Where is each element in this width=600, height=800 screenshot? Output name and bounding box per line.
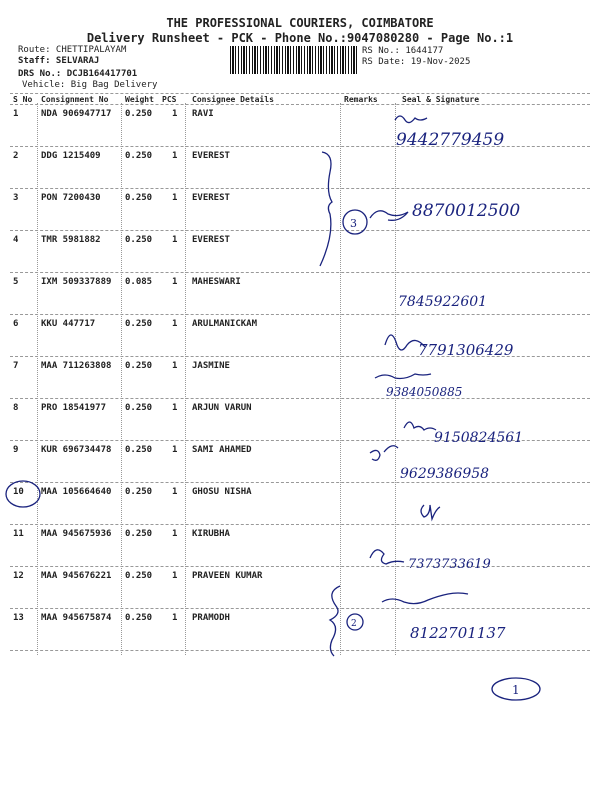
company-title: THE PROFESSIONAL COURIERS, COIMBATORE bbox=[166, 16, 434, 30]
row-weight: 0.250 bbox=[125, 445, 153, 455]
row-consignee: ARJUN VARUN bbox=[192, 403, 252, 413]
row-consignee: ARULMANICKAM bbox=[192, 319, 258, 329]
signature-scribble bbox=[382, 593, 468, 604]
handwritten-phone: 8122701137 bbox=[410, 624, 506, 642]
col-pcs: PCS bbox=[162, 95, 177, 104]
handwritten-phone: 9384050885 bbox=[386, 385, 463, 399]
row-consignee: KIRUBHA bbox=[192, 529, 230, 539]
row-pcs: 1 bbox=[172, 361, 178, 371]
row-consignment-no: KUR 696734478 bbox=[41, 445, 112, 455]
row-consignment-no: MAA 945675874 bbox=[41, 613, 112, 623]
col-remarks: Remarks bbox=[344, 95, 378, 104]
row-consignment-no: TMR 5981882 bbox=[41, 235, 101, 245]
row-pcs: 1 bbox=[172, 151, 178, 161]
row-consignment-no: MAA 711263808 bbox=[41, 361, 112, 371]
row-sno: 11 bbox=[13, 529, 24, 539]
row-sno: 6 bbox=[13, 319, 19, 329]
row-pcs: 1 bbox=[172, 109, 178, 119]
rs-number: RS No.: 1644177 bbox=[362, 46, 444, 56]
row-sno: 2 bbox=[13, 151, 19, 161]
signature-scribble bbox=[370, 211, 408, 221]
signature-scribble bbox=[404, 422, 436, 430]
bracket-mark bbox=[330, 586, 340, 656]
row-pcs: 1 bbox=[172, 571, 178, 581]
signature-scribble bbox=[395, 116, 427, 123]
signature-scribble bbox=[370, 550, 404, 564]
row-consignee: GHOSU NISHA bbox=[192, 487, 252, 497]
row-consignee: MAHESWARI bbox=[192, 277, 241, 287]
row-pcs: 1 bbox=[172, 445, 178, 455]
handwritten-count: 3 bbox=[350, 217, 357, 230]
col-seal: Seal & Signature bbox=[402, 95, 480, 104]
row-consignee: EVEREST bbox=[192, 193, 230, 203]
row-pcs: 1 bbox=[172, 235, 178, 245]
row-weight: 0.250 bbox=[125, 571, 153, 581]
row-weight: 0.085 bbox=[125, 277, 153, 287]
row-sno: 7 bbox=[13, 361, 19, 371]
row-sno: 9 bbox=[13, 445, 19, 455]
staff-label: Staff: SELVARAJ bbox=[18, 56, 100, 66]
col-consignee: Consignee Details bbox=[192, 95, 274, 104]
row-sno: 13 bbox=[13, 613, 24, 623]
drs-label: DRS No.: DCJB164417701 bbox=[18, 69, 138, 79]
row-consignment-no: DDG 1215409 bbox=[41, 151, 101, 161]
row-consignment-no: IXM 509337889 bbox=[41, 277, 112, 287]
handwritten-phone: 9629386958 bbox=[400, 466, 490, 482]
row-sno: 12 bbox=[13, 571, 24, 581]
row-sno: 10 bbox=[13, 487, 24, 497]
handwritten-phone: 7373733619 bbox=[408, 557, 491, 572]
row-weight: 0.250 bbox=[125, 361, 153, 371]
row-weight: 0.250 bbox=[125, 235, 153, 245]
row-consignment-no: MAA 105664640 bbox=[41, 487, 112, 497]
handwritten-phone: 7791306429 bbox=[418, 341, 514, 359]
row-consignee: JASMINE bbox=[192, 361, 230, 371]
bracket-mark bbox=[320, 152, 332, 266]
handwritten-page-number: 1 bbox=[512, 683, 520, 697]
col-consignment: Consignment No bbox=[41, 95, 109, 104]
row-consignment-no: KKU 447717 bbox=[41, 319, 96, 329]
row-weight: 0.250 bbox=[125, 109, 153, 119]
signature-scribble bbox=[370, 446, 398, 461]
row-sno: 1 bbox=[13, 109, 19, 119]
row-sno: 8 bbox=[13, 403, 19, 413]
circle-mark bbox=[6, 481, 40, 507]
handwritten-count: 2 bbox=[351, 619, 357, 629]
row-consignment-no: MAA 945675936 bbox=[41, 529, 112, 539]
row-pcs: 1 bbox=[172, 403, 178, 413]
signature-scribble bbox=[421, 505, 440, 519]
row-pcs: 1 bbox=[172, 487, 178, 497]
row-weight: 0.250 bbox=[125, 403, 153, 413]
row-pcs: 1 bbox=[172, 319, 178, 329]
row-pcs: 1 bbox=[172, 277, 178, 287]
row-consignee: SAMI AHAMED bbox=[192, 445, 252, 455]
row-consignee: RAVI bbox=[192, 109, 214, 119]
row-pcs: 1 bbox=[172, 529, 178, 539]
row-consignment-no: PRO 18541977 bbox=[41, 403, 107, 413]
row-weight: 0.250 bbox=[125, 487, 153, 497]
row-consignee: EVEREST bbox=[192, 235, 230, 245]
vehicle-label: Vehicle: Big Bag Delivery bbox=[22, 80, 158, 90]
row-weight: 0.250 bbox=[125, 193, 153, 203]
rs-date: RS Date: 19-Nov-2025 bbox=[362, 57, 471, 67]
row-weight: 0.250 bbox=[125, 151, 153, 161]
row-consignment-no: MAA 945676221 bbox=[41, 571, 112, 581]
row-consignee: PRAVEEN KUMAR bbox=[192, 571, 263, 581]
col-sno: S No bbox=[13, 95, 33, 104]
handwritten-phone: 9150824561 bbox=[434, 430, 524, 446]
handwritten-phone: 7845922601 bbox=[398, 294, 488, 310]
signature-scribble bbox=[375, 374, 431, 379]
row-weight: 0.250 bbox=[125, 529, 153, 539]
row-consignee: EVEREST bbox=[192, 151, 230, 161]
route-label: Route: CHETTIPALAYAM bbox=[18, 45, 127, 55]
row-sno: 5 bbox=[13, 277, 19, 287]
row-pcs: 1 bbox=[172, 193, 178, 203]
row-weight: 0.250 bbox=[125, 319, 153, 329]
handwritten-phone: 9442779459 bbox=[396, 130, 505, 150]
row-sno: 4 bbox=[13, 235, 19, 245]
row-weight: 0.250 bbox=[125, 613, 153, 623]
row-sno: 3 bbox=[13, 193, 19, 203]
runsheet-subtitle: Delivery Runsheet - PCK - Phone No.:9047080280 - Page No.:1 bbox=[86, 31, 514, 45]
col-weight: Weight bbox=[125, 95, 154, 104]
row-consignee: PRAMODH bbox=[192, 613, 230, 623]
handwritten-phone: 8870012500 bbox=[412, 201, 521, 221]
row-consignment-no: NDA 906947717 bbox=[41, 109, 112, 119]
row-consignment-no: PON 7200430 bbox=[41, 193, 101, 203]
row-pcs: 1 bbox=[172, 613, 178, 623]
